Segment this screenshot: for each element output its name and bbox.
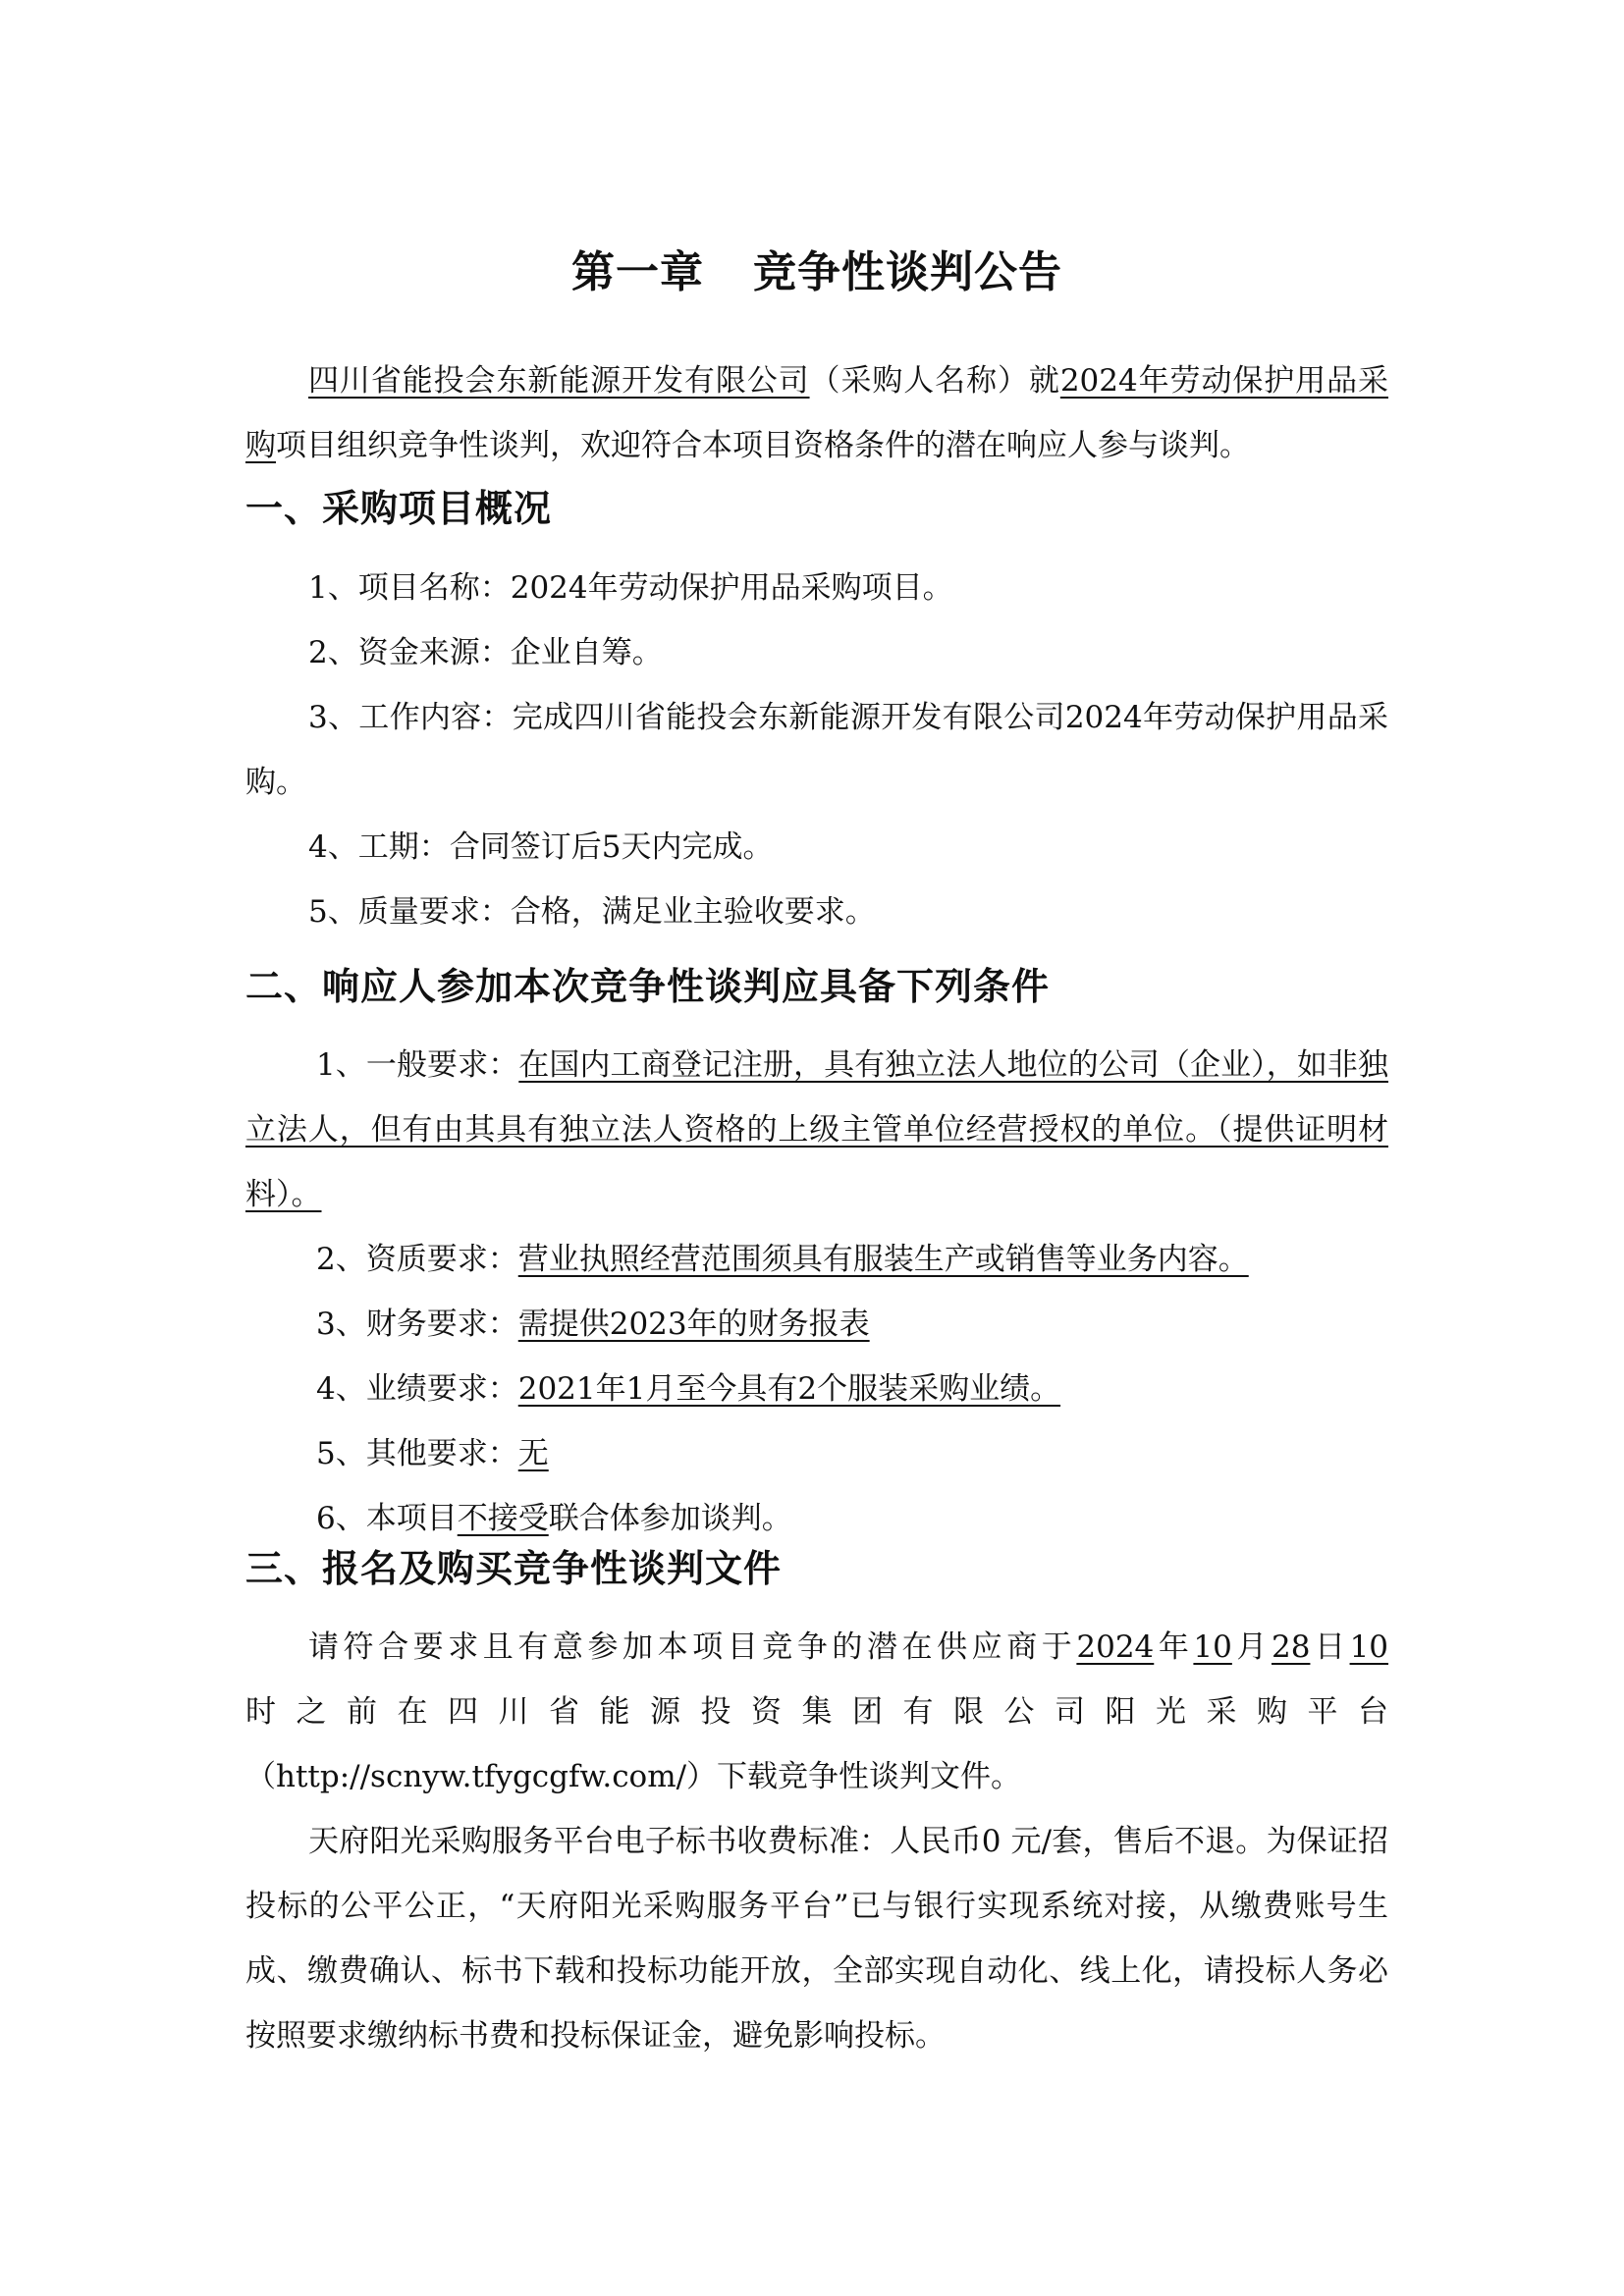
p1-lead: 请符合要求且有意参加本项目竞争的潜在供应商于	[308, 1629, 1077, 1665]
deadline-month: 10	[1193, 1629, 1232, 1665]
month-unit: 月	[1231, 1629, 1272, 1665]
chapter-name: 竞争性谈判公告	[753, 247, 1062, 297]
req4-label: 4、业绩要求：	[316, 1371, 518, 1407]
section2-req-2	[245, 1227, 1388, 1292]
section-heading-3: 三、报名及购买竞争性谈判文件	[245, 1546, 783, 1590]
day-unit: 日	[1310, 1629, 1350, 1665]
req4-value: 2021年1月至今具有2个服装采购业绩。	[517, 1371, 1061, 1407]
deadline-year: 2024	[1076, 1629, 1155, 1665]
section2-req-4	[245, 1357, 1388, 1421]
purchaser-name: 四川省能投会东新能源开发有限公司	[308, 363, 810, 399]
req5-label: 5、其他要求：	[316, 1436, 518, 1471]
section3-p1-line3: （http://scnyw.tfygcgfw.com/）下载竞争性谈判文件。	[245, 1759, 1022, 1794]
section1-item-3: 3、工作内容：完成四川省能投会东新能源开发有限公司2024年劳动保护用品采购。	[245, 700, 1388, 800]
year-unit: 年	[1154, 1629, 1194, 1665]
req5-value: 无	[517, 1436, 549, 1471]
project-name: 2024年劳动保护用品采购	[245, 363, 1388, 463]
section1-item-2: 2、资金来源：企业自筹。	[308, 635, 663, 670]
intro-tail: 项目组织竞争性谈判，欢迎符合本项目资格条件的潜在响应人参与谈判。	[276, 428, 1250, 463]
req1-label: 1、一般要求：	[316, 1047, 519, 1083]
req3-label: 3、财务要求：	[316, 1307, 518, 1342]
req3-value: 需提供2023年的财务报表	[517, 1307, 870, 1342]
req2-value: 营业执照经营范围须具有服装生产或销售等业务内容。	[517, 1242, 1249, 1277]
section3-p1-line1	[245, 1615, 1388, 1680]
req1-value: 在国内工商登记注册，具有独立法人地位的公司（企业），如非独立法人，但有由其具有独立法人资格的上级主管单位经营授权的单位。（提供证明材料）。	[245, 1047, 1388, 1212]
purchaser-note: （采购人名称）就	[809, 363, 1060, 399]
section2-req-1	[245, 1033, 1388, 1227]
section1-item-5: 5、质量要求：合格，满足业主验收要求。	[308, 894, 876, 930]
req6-value: 不接受	[457, 1501, 549, 1536]
chapter-number: 第一章	[571, 247, 704, 297]
section-heading-2: 二、响应人参加本次竞争性谈判应具备下列条件	[245, 964, 1051, 1008]
req6-post: 联合体参加谈判。	[548, 1501, 792, 1536]
section3-p1-line2: 时之前在四川省能源投资集团有限公司阳光采购平台	[245, 1694, 1388, 1730]
section2-req-5	[245, 1421, 1388, 1486]
deadline-day: 28	[1271, 1629, 1311, 1665]
intro-paragraph	[245, 348, 1388, 478]
deadline-hour: 10	[1349, 1629, 1389, 1665]
section3-p2: 天府阳光采购服务平台电子标书收费标准：人民币0 元/套，售后不退。为保证招投标的公平公正，“天府阳光采购服务平台”已与银行实现系统对接，从缴费账号生成、缴费确认、标书下载和投标功能开放，全部实现自动化、线上化，请投标人务必按照要求缴纳标书费和投标保证金，避免影响投标。	[245, 1824, 1388, 2054]
section-heading-1: 一、采购项目概况	[245, 486, 553, 530]
chapter-title	[245, 243, 1388, 302]
req2-label: 2、资质要求：	[316, 1242, 518, 1277]
section2-req-3	[245, 1292, 1388, 1357]
section1-item-1: 1、项目名称：2024年劳动保护用品采购项目。	[308, 570, 953, 606]
section1-item-4: 4、工期：合同签订后5天内完成。	[308, 829, 774, 865]
req6-pre: 6、本项目	[316, 1501, 458, 1536]
